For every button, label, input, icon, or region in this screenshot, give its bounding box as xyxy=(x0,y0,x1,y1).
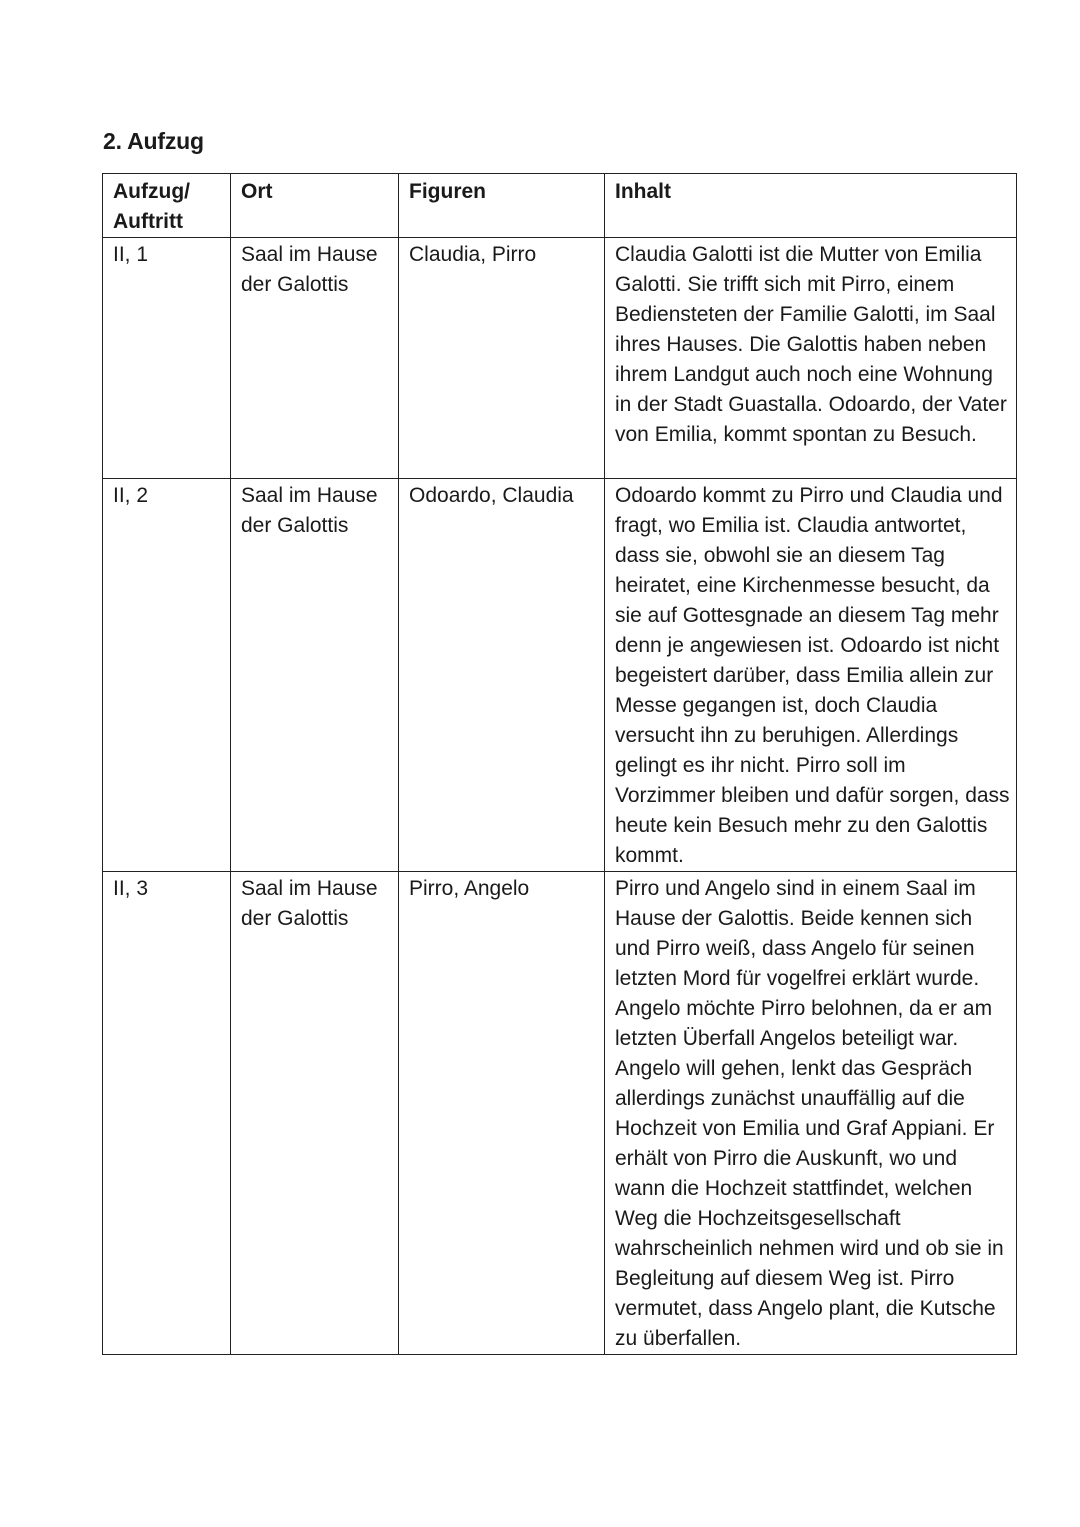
header-inhalt: Inhalt xyxy=(605,174,1017,238)
cell-inhalt: Pirro und Angelo sind in einem Saal im Hause der Galottis. Beide kennen sich und Pirro weiß, dass Angelo für seinen letzten Mord für vogelfrei erklärt wurde. Angelo möchte Pirro belohnen, da er am letzten Überfall Angelos beteiligt war. Angelo will gehen, lenkt das Gespräch allerdings zunächst unauffällig auf die Hochzeit von Emilia und Graf Appiani. Er erhält von Pirro die Auskunft, wo und wann die Hochzeit stattfindet, welchen Weg die Hochzeitsgesellschaft wahrscheinlich nehmen wird und ob sie in Begleitung auf diesem Weg ist. Pirro vermutet, dass Angelo plant, die Kutsche zu überfallen. xyxy=(605,872,1017,1355)
table-row xyxy=(103,479,1017,872)
cell-inhalt: Claudia Galotti ist die Mutter von Emilia Galotti. Sie trifft sich mit Pirro, einem Bediensteten der Familie Galotti, im Saal ihres Hauses. Die Galottis haben neben ihrem Landgut auch noch eine Wohnung in der Stadt Guastalla. Odoardo, der Vater von Emilia, kommt spontan zu Besuch. xyxy=(605,238,1017,479)
scene-table xyxy=(102,173,1017,1355)
header-ort: Ort xyxy=(231,174,399,238)
cell-figuren: Claudia, Pirro xyxy=(399,238,605,479)
cell-ort: Saal im Hause der Galottis xyxy=(231,479,399,872)
cell-ort: Saal im Hause der Galottis xyxy=(231,238,399,479)
header-figuren: Figuren xyxy=(399,174,605,238)
cell-figuren: Odoardo, Claudia xyxy=(399,479,605,872)
cell-ort: Saal im Hause der Galottis xyxy=(231,872,399,1355)
page-title: 2. Aufzug xyxy=(103,128,204,154)
header-aufzug: Aufzug/ Auftritt xyxy=(103,174,231,238)
table-row xyxy=(103,238,1017,479)
cell-inhalt: Odoardo kommt zu Pirro und Claudia und fragt, wo Emilia ist. Claudia antwortet, dass sie, obwohl sie an diesem Tag heiratet, eine Kirchenmesse besucht, da sie auf Gottesgnade an diesem Tag mehr denn je angewiesen ist. Odoardo ist nicht begeistert darüber, dass Emilia allein zur Messe gegangen ist, doch Claudia versucht ihn zu beruhigen. Allerdings gelingt es ihr nicht. Pirro soll im Vorzimmer bleiben und dafür sorgen, dass heute kein Besuch mehr zu den Galottis kommt. xyxy=(605,479,1017,872)
table-row xyxy=(103,872,1017,1355)
table-header-row xyxy=(103,174,1017,238)
cell-auftritt: II, 3 xyxy=(103,872,231,1355)
cell-figuren: Pirro, Angelo xyxy=(399,872,605,1355)
cell-auftritt: II, 1 xyxy=(103,238,231,479)
cell-auftritt: II, 2 xyxy=(103,479,231,872)
